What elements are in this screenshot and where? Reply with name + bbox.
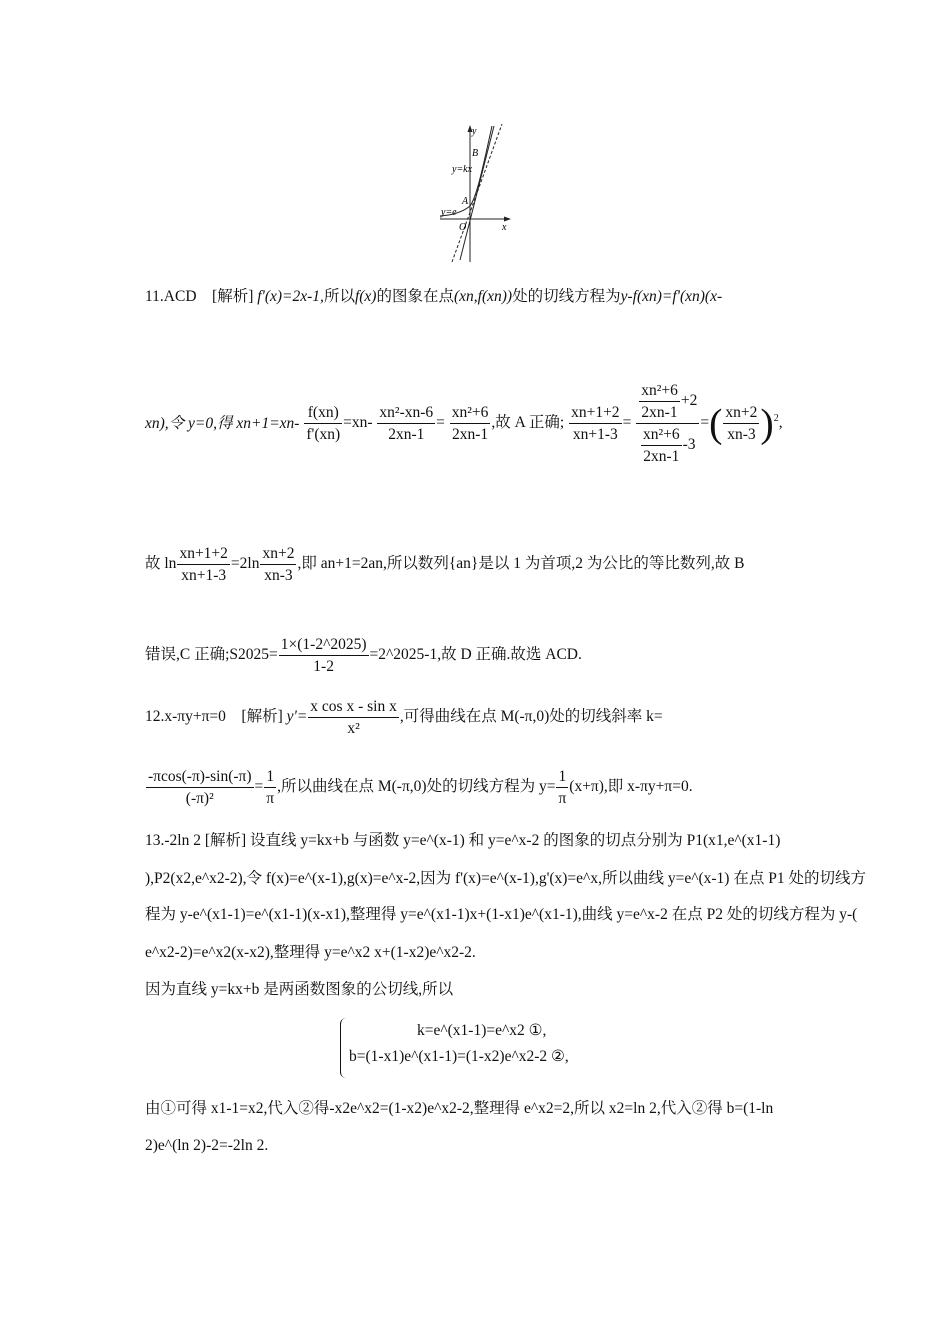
frac9-den: 1-2	[313, 658, 334, 676]
frac4-num: xn+1+2	[569, 404, 621, 424]
p12-tag: [解析]	[241, 708, 283, 726]
line4-a: 错误,C 正确;S2025=	[145, 646, 278, 664]
p13-line5: 因为直线 y=kx+b 是两函数图象的公切线,所以	[145, 981, 454, 998]
frac3-num: xn²+6	[450, 404, 491, 424]
frac8	[260, 545, 296, 584]
p13-line2: ),P2(x2,e^x2-2),令 f(x)=e^(x-1),g(x)=e^x-2,因为 f'(x)=e^(x-1),g'(x)=e^x,所以曲线 y=e^(x-1) 在点 P1 处的切线方	[145, 870, 866, 887]
p13-line4: e^x2-2)=e^x2(x-x2),整理得 y=e^x2 x+(1-x2)e^x2-2.	[145, 944, 476, 961]
frac6-num: xn+2	[723, 404, 759, 424]
p12-frac4-den: π	[558, 790, 567, 808]
frac6	[723, 404, 759, 443]
p12-frac1-num: x cos x - sin x	[308, 698, 399, 718]
sys-eq2: b=(1-x1)e^(x1-1)=(1-x2)e^x2-2 ②,	[349, 1048, 569, 1065]
label-yex: y=e	[441, 207, 457, 218]
p12-text2: ,所以曲线在点 M(-π,0)处的切线方程为 y=	[277, 778, 556, 796]
p12-text3: (x+π),即 x-πy+π=0.	[569, 778, 693, 796]
p12-frac4-num: 1	[556, 768, 568, 788]
frac8-den: xn-3	[264, 567, 293, 585]
frac3	[450, 404, 491, 443]
frac7-num: xn+1+2	[177, 545, 229, 565]
tangent-figure	[432, 122, 516, 264]
p12-frac3-den: π	[266, 790, 275, 808]
square: 2	[773, 413, 779, 424]
frac9-num: 1×(1-2^2025)	[279, 636, 369, 656]
label-A: A	[462, 196, 469, 207]
frac6-den: xn-3	[727, 426, 756, 444]
frac1	[304, 404, 342, 443]
p11-number: 11.ACD	[145, 288, 197, 305]
p12-eq: =	[254, 778, 264, 796]
frac1-den: f'(xn)	[306, 426, 341, 444]
p12-frac2	[146, 768, 254, 807]
text-tangent: 处的切线方程为	[512, 288, 621, 305]
text-so: 所以	[323, 288, 355, 305]
frac2	[377, 404, 435, 443]
line3-c: ,即 an+1=2an,所以数列{an}是以 1 为首项,2 为公比的等比数列,故 B	[297, 555, 745, 573]
line3-a: 故 ln	[145, 555, 177, 573]
frac2-den: 2xn-1	[388, 426, 425, 444]
frac5-top	[639, 382, 680, 421]
comma: ,	[778, 414, 783, 432]
p12-frac3-num: 1	[264, 768, 276, 788]
p13-line3: 程为 y-e^(x1-1)=e^(x1-1)(x-x1),整理得 y=e^(x1-1)x+(1-x1)e^(x1-1),曲线 y=e^x-2 在点 P2 处的切线方程为 y-(	[145, 906, 858, 923]
frac8-num: xn+2	[260, 545, 296, 565]
line-kx	[460, 126, 494, 260]
plus2: +2	[680, 392, 698, 410]
frac2-num: xn²-xn-6	[377, 404, 435, 424]
p11-line2: xn),令 y=0,得 xn+1=xn- $\frac{f(xn)}{f'(xn)}$ =xn- $\frac{\text{xn²-xn-6}}{2xn-1}$ = $\frac{\text{xn²+6}}{2xn-1}$ ,故 A 正确; $\frac{xn+1+2}{xn+1-3}$ = $\frac{\text{xn²+6}}{2xn-1}$ +2 $\frac{\text{xn²+6}}{2xn-1}$ -3 =( $\frac{xn+2}{xn-3}$ )$^2$,	[145, 382, 783, 466]
eq1: =xn-	[343, 414, 373, 432]
label-O: O	[459, 222, 467, 233]
p12-head: 12.x-πy+π=0	[145, 708, 226, 726]
p11-line3	[145, 545, 744, 584]
frac5-bot-num: xn²+6	[641, 426, 682, 446]
yprime: y'=	[286, 708, 308, 726]
label-y: y	[472, 126, 477, 137]
sys-eq1: k=e^(x1-1)=e^x2 ①,	[417, 1022, 547, 1039]
p13-line7: 2)e^(ln 2)-2=-2ln 2.	[145, 1137, 269, 1154]
p13-line6: 由①可得 x1-1=x2,代入②得-x2e^x2=(1-x2)e^x2-2,整理得 e^x2=2,所以 x2=ln 2,代入②得 b=(1-ln	[145, 1100, 774, 1117]
point: (xn,f(xn))	[453, 288, 513, 305]
frac5	[636, 382, 699, 465]
tangent-eq: y-f(xn)=f'(xn)(x-	[620, 288, 723, 305]
text-graph: 的图象在点	[376, 288, 454, 305]
minus3: -3	[682, 436, 696, 454]
p12-line2	[145, 768, 693, 807]
p11-line1	[145, 288, 722, 305]
eq2: =	[436, 414, 445, 432]
label-ykx: y=kx	[452, 164, 473, 175]
frac5-top-num: xn²+6	[639, 382, 680, 402]
p12-text1: ,可得曲线在点 M(-π,0)处的切线斜率 k=	[399, 708, 663, 726]
text-A: ,故 A 正确;	[491, 414, 565, 432]
frac7	[177, 545, 229, 584]
eq3: =	[622, 414, 632, 432]
p13-line1: 13.-2ln 2 [解析] 设直线 y=kx+b 与函数 y=e^(x-1) 和 y=e^x-2 的图象的切点分别为 P1(x1,e^(x1-1)	[145, 832, 781, 849]
fx: f(x)	[354, 288, 377, 305]
label-B: B	[472, 148, 479, 159]
p12-frac1	[308, 698, 399, 737]
p12-frac4	[556, 768, 568, 807]
frac5-bot	[641, 426, 682, 465]
deriv-eq: f'(x)=2x-1,	[257, 288, 324, 305]
p12-frac3	[264, 768, 276, 807]
p11-line4	[145, 636, 582, 675]
frac4	[569, 404, 621, 443]
frac4-den: xn+1-3	[572, 426, 618, 444]
frac7-den: xn+1-3	[181, 567, 227, 585]
line3-b: =2ln	[230, 555, 260, 573]
p12-frac1-den: x²	[347, 720, 360, 738]
line4-b: =2^2025-1,故 D 正确.故选 ACD.	[369, 646, 582, 664]
label-x: x	[502, 222, 507, 233]
x-axis-arrow	[504, 217, 511, 222]
frac5-bot-den: 2xn-1	[643, 448, 680, 466]
p12-line1	[145, 698, 663, 737]
eq4: =	[700, 414, 710, 432]
frac3-den: 2xn-1	[452, 426, 489, 444]
p12-frac2-den: (-π)²	[185, 790, 214, 808]
frac1-num: f(xn)	[304, 404, 342, 424]
cont-start: xn),令 y=0,得 xn+1=xn-	[145, 415, 300, 433]
frac9	[279, 636, 369, 675]
frac5-top-den: 2xn-1	[641, 404, 678, 422]
analysis-tag: [解析]	[212, 288, 254, 305]
p12-frac2-num: -πcos(-π)-sin(-π)	[146, 768, 254, 788]
equation-system	[340, 1018, 569, 1078]
